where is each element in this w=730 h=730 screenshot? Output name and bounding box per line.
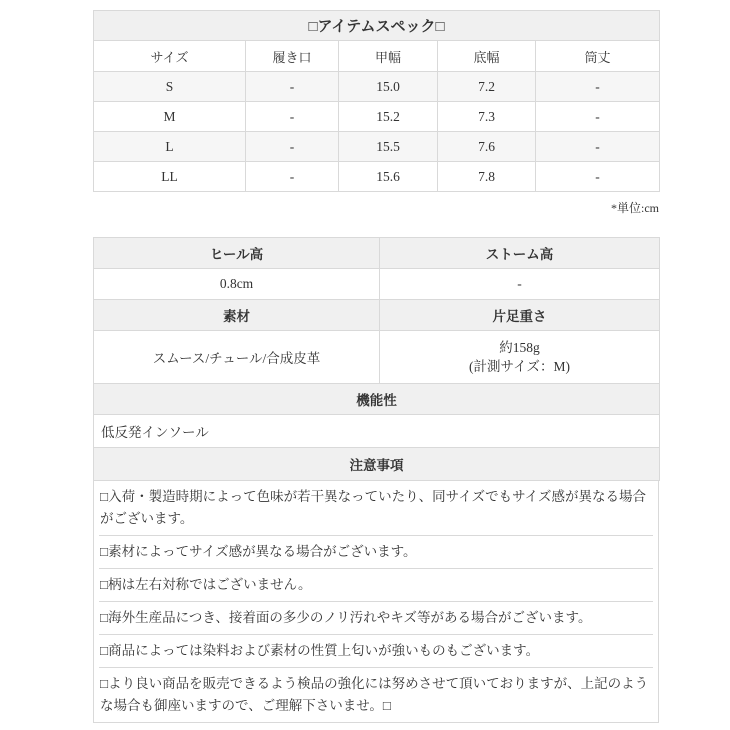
table-row-m	[94, 102, 660, 132]
detail-value-row	[94, 269, 660, 300]
weight-value-amount: 約158g	[499, 340, 540, 355]
heel-height-value: 0.8cm	[94, 269, 380, 300]
table-row-ll	[94, 162, 660, 192]
weight-label: 片足重さ	[380, 300, 660, 331]
detail-header-row	[94, 238, 660, 269]
table-row-s	[94, 72, 660, 102]
spec-table-title: □アイテムスペック□	[94, 11, 660, 41]
functionality-label: 機能性	[94, 384, 660, 415]
cell-shaft: -	[536, 162, 660, 192]
unit-note: *単位:cm	[611, 201, 659, 215]
detail-table	[93, 237, 660, 481]
notes-header-row	[94, 448, 660, 481]
weight-value	[380, 331, 660, 384]
cell-sole: 7.2	[438, 72, 536, 102]
table-row-l	[94, 132, 660, 162]
list-item: □柄は左右対称ではございません。	[99, 569, 653, 602]
cell-opening: -	[246, 132, 339, 162]
cell-opening: -	[246, 72, 339, 102]
cell-instep: 15.6	[339, 162, 438, 192]
list-item: □素材によってサイズ感が異なる場合がございます。	[99, 536, 653, 569]
list-item: □より良い商品を販売できるよう検品の強化には努めさせて頂いておりますが、上記のような場合も御座いますので、ご理解下さいませ。□	[100, 676, 649, 713]
cell-shaft: -	[536, 102, 660, 132]
column-header-opening: 履き口	[246, 41, 339, 72]
cell-opening: -	[246, 162, 339, 192]
notes-box	[93, 481, 659, 723]
cell-instep: 15.0	[339, 72, 438, 102]
cell-opening: -	[246, 102, 339, 132]
cell-size: L	[94, 132, 246, 162]
cell-shaft: -	[536, 72, 660, 102]
detail-value-row	[94, 331, 660, 384]
column-header-sole-width: 底幅	[438, 41, 536, 72]
cell-instep: 15.2	[339, 102, 438, 132]
cell-sole: 7.3	[438, 102, 536, 132]
cell-shaft: -	[536, 132, 660, 162]
material-label: 素材	[94, 300, 380, 331]
functionality-header-row	[94, 384, 660, 415]
list-item: □海外生産品につき、接着面の多少のノリ汚れやキズ等がある場合がございます。	[99, 602, 653, 635]
cell-size: S	[94, 72, 246, 102]
list-item: □入荷・製造時期によって色味が若干異なっていたり、同サイズでもサイズ感が異なる場合がございます。	[99, 481, 653, 536]
weight-value-size-note: (計測サイズ：M)	[469, 359, 570, 374]
heel-height-label: ヒール高	[94, 238, 380, 269]
spec-header-row	[94, 41, 660, 72]
material-value: スムース/チュール/合成皮革	[94, 331, 380, 384]
cell-instep: 15.5	[339, 132, 438, 162]
spec-title-row	[94, 11, 660, 41]
storm-height-value: -	[380, 269, 660, 300]
list-item: □商品によっては染料および素材の性質上匂いが強いものもございます。	[99, 635, 653, 668]
column-header-size: サイズ	[94, 41, 246, 72]
notes-label: 注意事項	[94, 448, 660, 481]
column-header-shaft-height: 筒丈	[536, 41, 660, 72]
cell-size: M	[94, 102, 246, 132]
cell-size: LL	[94, 162, 246, 192]
storm-height-label: ストーム高	[380, 238, 660, 269]
size-spec-table	[93, 10, 660, 192]
cell-sole: 7.8	[438, 162, 536, 192]
column-header-instep-width: 甲幅	[339, 41, 438, 72]
detail-header-row	[94, 300, 660, 331]
cell-sole: 7.6	[438, 132, 536, 162]
functionality-value: 低反発インソール	[94, 415, 660, 448]
item-spec-panel	[93, 10, 659, 723]
functionality-value-row	[94, 415, 660, 448]
